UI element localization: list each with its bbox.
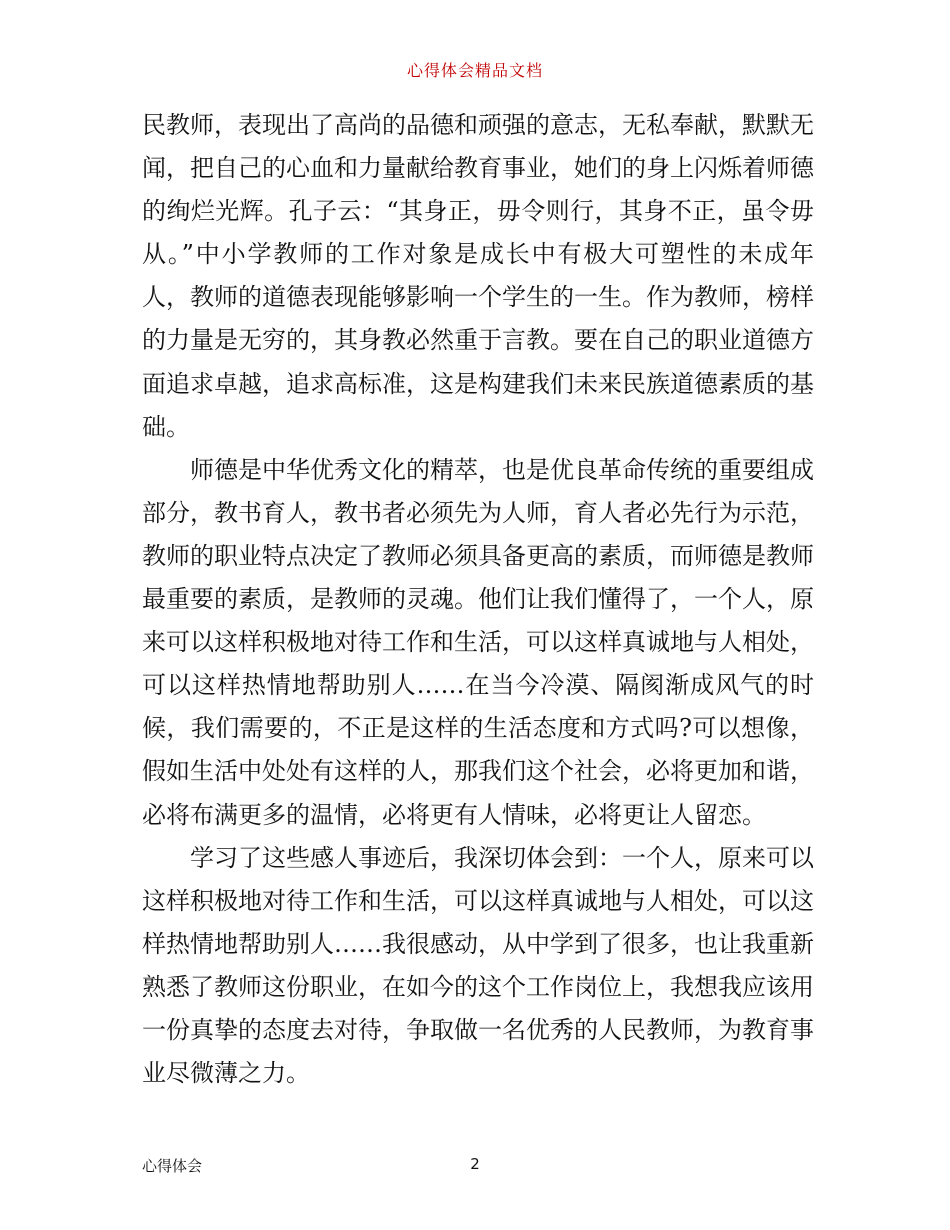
paragraph-continuation: 民教师，表现出了高尚的品德和顽强的意志，无私奉献，默默无闻，把自己的心血和力量献给教育事业，她们的身上闪烁着师德的绚烂光辉。孔子云：“其身正，毋令则行，其身不正，虽令毋从。”中小学教师的工作对象是成长中有极大可塑性的未成年人，教师的道德表现能够影响一个学生的一生。作为教师，榜样的力量是无穷的，其身教必然重于言教。要在自己的职业道德方面追求卓越，追求高标准，这是构建我们未来民族道德素质的基础。 xyxy=(142,111,814,441)
footer-page-number: 2 xyxy=(470,1155,480,1173)
paragraph-reflection: 学习了这些感人事迹后，我深切体会到：一个人，原来可以这样积极地对待工作和生活，可以这样真诚地与人相处，可以这样热情地帮助别人……我很感动，从中学到了很多，也让我重新熟悉了教师这份职业，在如今的这个工作岗位上，我想我应该用一份真挚的态度去对待，争取做一名优秀的人民教师，为教育事业尽微薄之力。 xyxy=(142,843,814,1088)
document-body xyxy=(142,104,814,1095)
footer-label: 心得体会 xyxy=(142,1157,203,1175)
paragraph-teacher-ethics: 师德是中华优秀文化的精萃，也是优良革命传统的重要组成部分，教书育人，教书者必须先为人师，育人者必先行为示范，教师的职业特点决定了教师必须具备更高的素质，而师德是教师最重要的素质，是教师的灵魂。他们让我们懂得了，一个人，原来可以这样积极地对待工作和生活，可以这样真诚地与人相处，可以这样热情地帮助别人……在当今冷漠、隔阂渐成风气的时候，我们需要的，不正是这样的生活态度和方式吗?可以想像，假如生活中处处有这样的人，那我们这个社会，必将更加和谐，必将布满更多的温情，必将更有人情味，必将更让人留恋。 xyxy=(142,455,814,829)
page-header-title: 心得体会精品文档 xyxy=(406,61,543,80)
